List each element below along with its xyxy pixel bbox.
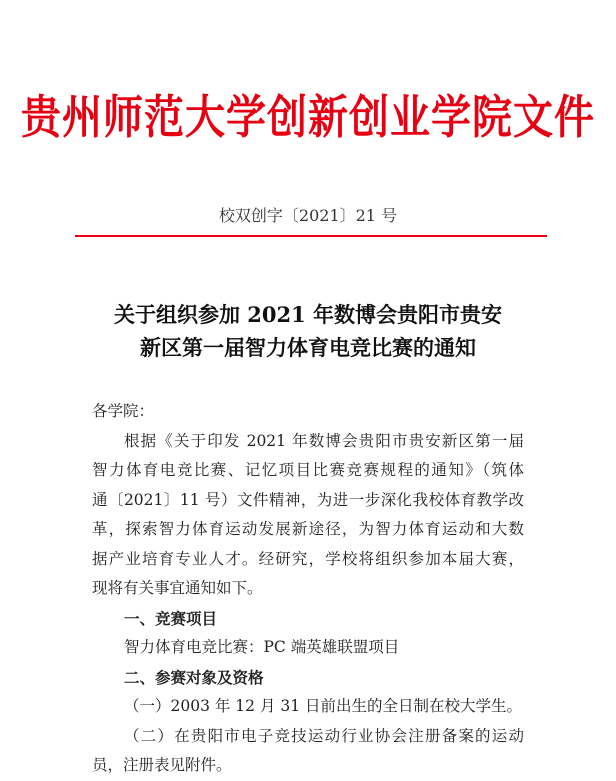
section-text-competition-items: 智力体育电竞比赛：PC 端英雄联盟项目	[124, 638, 400, 656]
eligibility-item-2-line-1: （二）在贵阳市电子竞技运动行业协会注册备案的运动	[124, 726, 524, 745]
notice-title-line-2: 新区第一届智力体育电竞比赛的通知	[140, 335, 476, 360]
section-heading-competition-items: 一、竞赛项目	[124, 608, 218, 628]
paragraph-line: 现将有关事宜通知如下。	[92, 579, 263, 597]
document-number: 校双创字〔2021〕21 号	[218, 206, 398, 225]
paragraph-line: 通〔2021〕11 号）文件精神，为进一步深化我校体育教学改	[92, 490, 524, 509]
salutation: 各学院：	[92, 402, 155, 420]
issuing-organization-title: 贵州师范大学创新创业学院文件	[21, 90, 595, 145]
notice-title-line-1: 关于组织参加 2021 年数博会贵阳市贵安	[113, 302, 503, 327]
paragraph-line: 智力体育电竞比赛、记忆项目比赛竞赛规程的通知》（筑体	[92, 461, 524, 479]
notice-title	[0, 298, 616, 364]
notice-body	[92, 397, 524, 781]
paragraph-line: 根据《关于印发 2021 年数博会贵阳市贵安新区第一届	[124, 431, 524, 450]
eligibility-item-1: （一）2003 年 12 月 31 日前出生的全日制在校大学生。	[124, 697, 523, 715]
red-divider-rule	[75, 235, 547, 237]
paragraph-line: 革，探索智力体育运动发展新途径，为智力体育运动和大数	[92, 520, 524, 538]
paragraph-line: 据产业培育专业人才。经研究，学校将组织参加本届大赛，	[92, 549, 524, 568]
eligibility-item-2-line-2: 员，注册表见附件。	[92, 756, 232, 774]
section-heading-eligibility: 二、参赛对象及资格	[124, 667, 264, 687]
